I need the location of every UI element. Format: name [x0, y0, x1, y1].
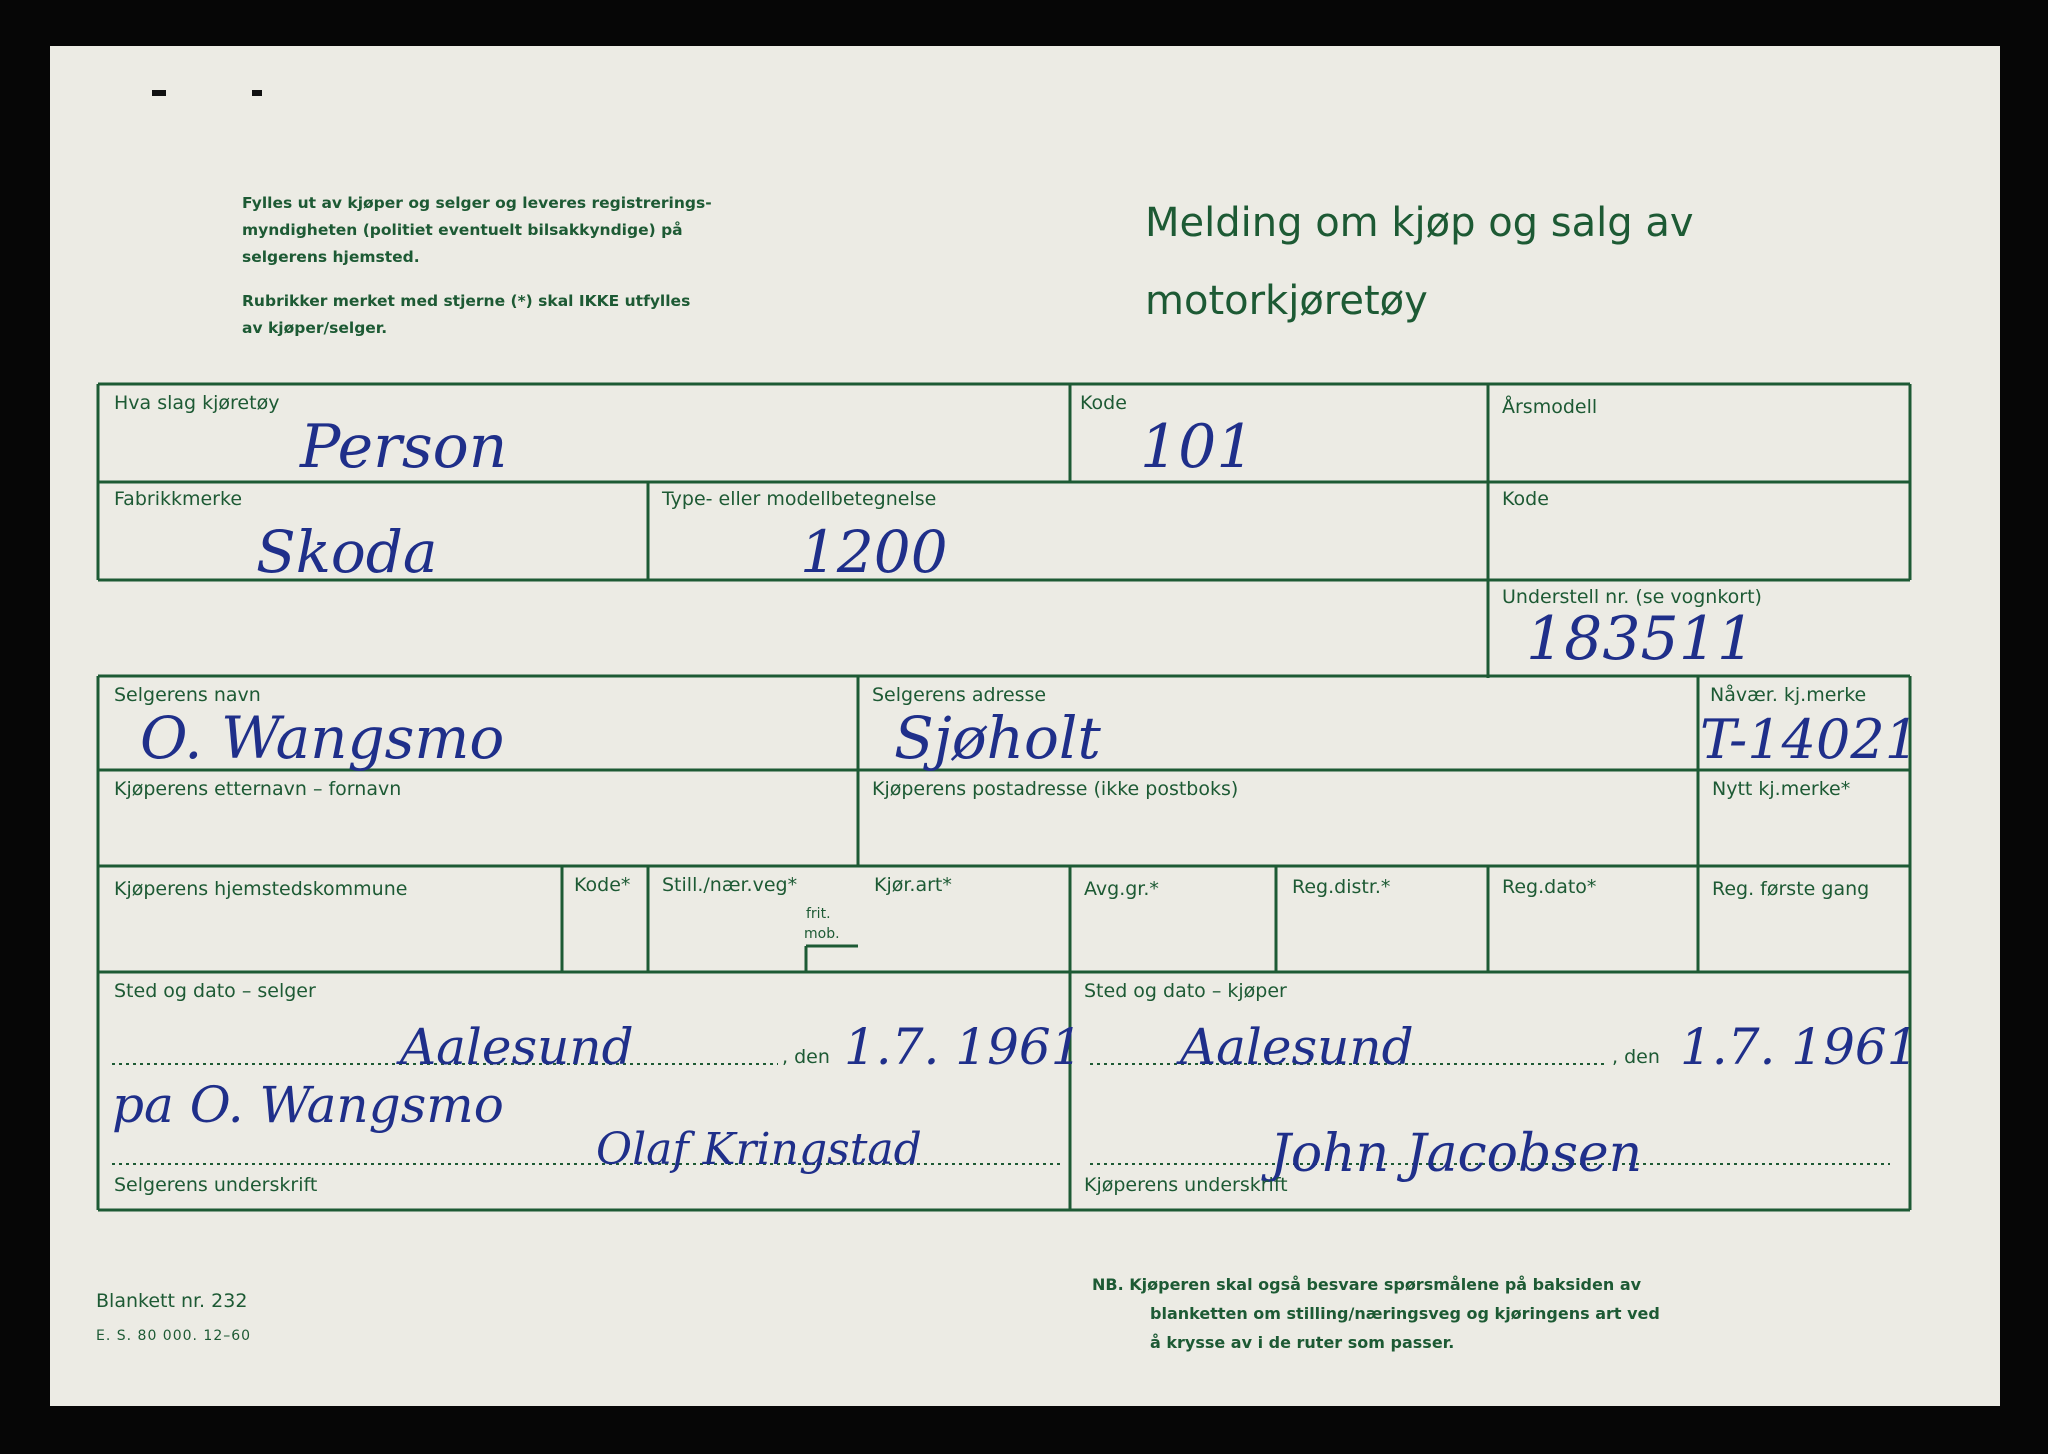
seller-signature-label: Selgerens underskrift: [114, 1174, 318, 1196]
instruction-line-1: Fylles ut av kjøper og selger og leveres registrerings-: [242, 194, 712, 212]
buyer-place-date-label: Sted og dato – kjøper: [1084, 980, 1287, 1002]
nb-line-3: å krysse av i de ruter som passer.: [1150, 1333, 1455, 1352]
buyer-signature-label: Kjøperens underskrift: [1084, 1174, 1288, 1196]
current-plate-value: T-14021: [1700, 708, 1920, 771]
vehicle-type-label: Hva slag kjøretøy: [114, 392, 280, 414]
seller-name-value: O. Wangsmo: [140, 704, 505, 772]
chassis-value: 183511: [1526, 604, 1756, 674]
instructions-text: [242, 190, 712, 271]
driving-type-label: Kjør.art*: [874, 874, 952, 896]
buyer-signature-value: John Jacobsen: [1270, 1124, 1643, 1184]
asterisk-note-line-2: av kjøper/selger.: [242, 319, 388, 337]
mob-label: mob.: [804, 926, 840, 942]
asterisk-note: [242, 288, 690, 342]
print-code: E. S. 80 000. 12–60: [96, 1328, 252, 1344]
make-label: Fabrikkmerke: [114, 488, 243, 510]
vehicle-code-value: 101: [1140, 412, 1255, 482]
seller-extra-value: pa O. Wangsmo: [112, 1076, 504, 1134]
buyer-name-label: Kjøperens etternavn – fornavn: [114, 778, 402, 800]
model-year-label: Årsmodell: [1502, 396, 1598, 418]
seller-place-date-label: Sted og dato – selger: [114, 980, 316, 1002]
nb-line-2: blanketten om stilling/næringsveg og kjøringens art ved: [1150, 1304, 1660, 1323]
reg-district-label: Reg.distr.*: [1292, 876, 1391, 898]
buyer-municipality-label: Kjøperens hjemstedskommune: [114, 878, 408, 900]
code2-label: Kode: [1502, 488, 1549, 510]
buyer-place-value: Aalesund: [1180, 1018, 1414, 1076]
seller-address-value: Sjøholt: [894, 704, 1101, 772]
vehicle-code-label: Kode: [1080, 392, 1127, 414]
tax-group-label: Avg.gr.*: [1084, 878, 1159, 900]
nb-note: [1092, 1270, 1660, 1357]
municipality-code-label: Kode*: [574, 874, 631, 896]
current-plate-label: Nåvær. kj.merke: [1710, 684, 1867, 706]
form-number: Blankett nr. 232: [96, 1290, 248, 1312]
buyer-date-value: 1.7. 1961: [1680, 1018, 1919, 1076]
form-title-line-2: motorkjøretøy: [1145, 278, 1428, 324]
instruction-line-2: myndigheten (politiet eventuelt bilsakkyndige) på: [242, 221, 683, 239]
occupation-label: Still./nær.veg*: [662, 874, 798, 896]
seller-name-label: Selgerens navn: [114, 684, 261, 706]
instruction-line-3: selgerens hjemsted.: [242, 248, 420, 266]
seller-place-value: Aalesund: [400, 1018, 634, 1076]
vehicle-type-value: Person: [300, 412, 508, 482]
seller-den-label: , den: [782, 1046, 830, 1068]
first-reg-label: Reg. første gang: [1712, 878, 1870, 900]
make-value: Skoda: [256, 518, 438, 586]
new-plate-label: Nytt kj.merke*: [1712, 778, 1851, 800]
model-label: Type- eller modellbetegnelse: [662, 488, 937, 510]
form-title-line-1: Melding om kjøp og salg av: [1145, 200, 1694, 246]
seller-date-value: 1.7. 1961: [844, 1018, 1083, 1076]
chassis-label: Understell nr. (se vognkort): [1502, 586, 1762, 608]
model-value: 1200: [800, 518, 948, 586]
seller-signature-value: Olaf Kringstad: [596, 1124, 922, 1175]
buyer-address-label: Kjøperens postadresse (ikke postboks): [872, 778, 1239, 800]
frit-label: frit.: [806, 906, 831, 922]
reg-date-label: Reg.dato*: [1502, 876, 1597, 898]
nb-line-1: NB. Kjøperen skal også besvare spørsmålene på baksiden av: [1092, 1275, 1642, 1294]
buyer-den-label: , den: [1612, 1046, 1660, 1068]
seller-address-label: Selgerens adresse: [872, 684, 1047, 706]
asterisk-note-line-1: Rubrikker merket med stjerne (*) skal IKKE utfylles: [242, 292, 691, 310]
